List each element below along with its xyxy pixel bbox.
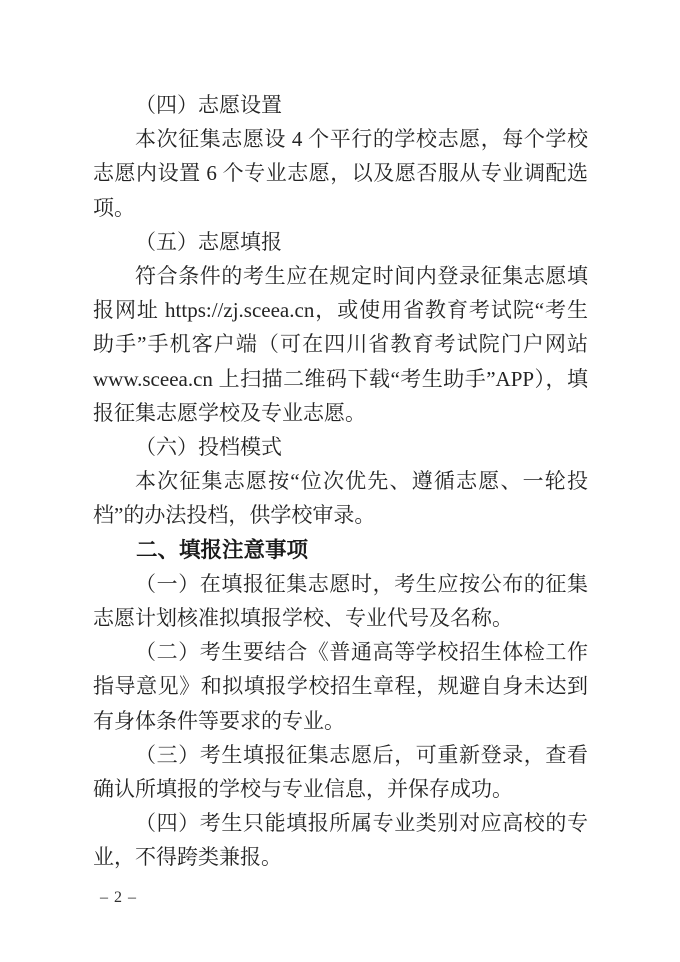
paragraph-volunteer-filing: 符合条件的考生应在规定时间内登录征集志愿填报网址 https://zj.sceea.cn，或使用省教育考试院“考生助手”手机客户端（可在四川省教育考试院门户网站 www.sceea.cn 上扫描二维码下载“考生助手”APP），填报征集志愿学校及专业志愿。: [93, 264, 588, 425]
section-subheading-5: （五）志愿填报: [135, 229, 282, 254]
section-heading-notes: 二、填报注意事项: [136, 537, 309, 562]
document-content: [93, 88, 588, 875]
paragraph-volunteer-setup: 本次征集志愿设 4 个平行的学校志愿，每个学校志愿内设置 6 个专业志愿，以及愿否服从专业调配选项。: [93, 127, 588, 220]
paragraph-archiving-mode: 本次征集志愿按“位次优先、遵循志愿、一轮投档”的办法投档，供学校审录。: [93, 469, 588, 528]
paragraph-note-1: （一）在填报征集志愿时，考生应按公布的征集志愿计划核准拟填报学校、专业代号及名称。: [93, 571, 588, 631]
page-number: – 2 –: [100, 889, 137, 906]
paragraph-note-4: （四）考生只能填报所属专业类别对应高校的专业，不得跨类兼报。: [93, 811, 588, 870]
section-subheading-6: （六）投档模式: [135, 435, 282, 460]
paragraph-note-3: （三）考生填报征集志愿后，可重新登录，查看确认所填报的学校与专业信息，并保存成功。: [93, 742, 588, 802]
section-subheading-4: （四）志愿设置: [135, 93, 282, 117]
paragraph-note-2: （二）考生要结合《普通高等学校招生体检工作指导意见》和拟填报学校招生章程，规避自身未达到有身体条件等要求的专业。: [93, 640, 588, 733]
